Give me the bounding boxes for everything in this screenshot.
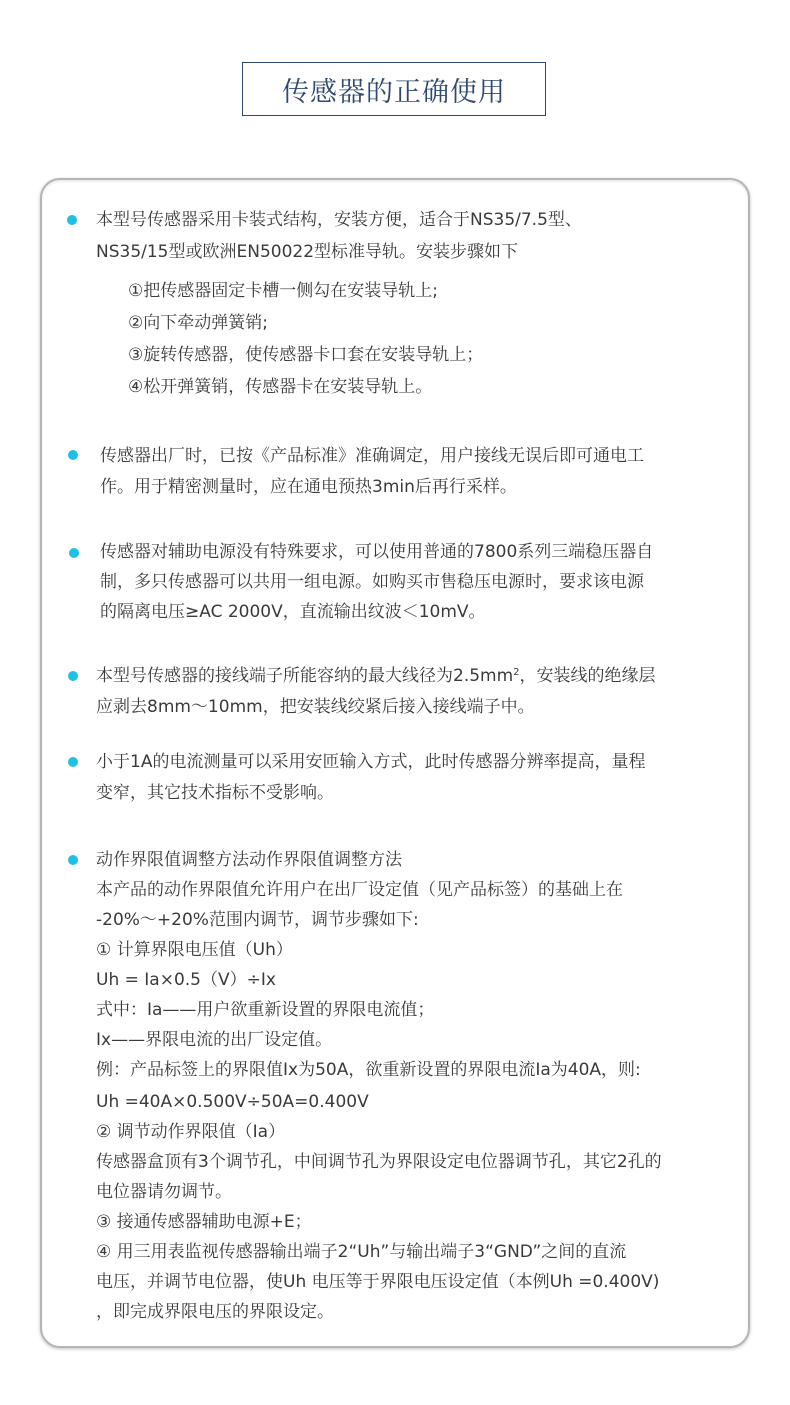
bullet-icon <box>68 671 78 681</box>
text-line: Uh =40A×0.500V÷50A=0.400V <box>96 1092 369 1112</box>
text-line: ② 调节动作界限值（Ia） <box>96 1122 286 1142</box>
text-line: 作。用于精密测量时，应在通电预热3min后再行采样。 <box>100 477 517 497</box>
text-line: 传感器盒顶有3个调节孔，中间调节孔为界限设定电位器调节孔，其它2孔的 <box>96 1152 662 1172</box>
text-line: 制，多只传感器可以共用一组电源。如购买市售稳压电源时，要求该电源 <box>100 572 644 592</box>
bullet-icon <box>68 757 78 767</box>
text-segment: ，安装线的绝缘层 <box>519 666 656 686</box>
text-line: ，即完成界限电压的界限设定。 <box>96 1302 334 1322</box>
bullet-icon <box>69 548 79 558</box>
text-line: 动作界限值调整方法动作界限值调整方法 <box>96 850 402 870</box>
text-line: 的隔离电压≥AC 2000V，直流输出纹波＜10mV。 <box>100 602 486 622</box>
superscript: 2 <box>513 667 520 678</box>
text-line: ① 计算界限电压值（Uh） <box>96 940 293 960</box>
bullet-icon <box>67 215 77 225</box>
bullet-icon <box>68 855 78 865</box>
text-line: 传感器出厂时，已按《产品标准》准确调定，用户接线无误后即可通电工 <box>100 446 644 466</box>
page-title: 传感器的正确使用 <box>242 62 546 116</box>
text-line: Uh = Ia×0.5（V）÷Ix <box>96 970 276 990</box>
bullet-icon <box>68 450 78 460</box>
text-line: -20%～+20%范围内调节，调节步骤如下: <box>96 910 419 930</box>
text-line: 本产品的动作界限值允许用户在出厂设定值（见产品标签）的基础上在 <box>96 880 623 900</box>
text-line: 应剥去8mm～10mm，把安装线绞紧后接入接线端子中。 <box>96 697 535 717</box>
text-line: 小于1A的电流测量可以采用安匝输入方式，此时传感器分辨率提高，量程 <box>96 752 646 772</box>
text-line: NS35/15型或欧洲EN50022型标准导轨。安装步骤如下 <box>96 242 519 262</box>
text-line: Ix——界限电流的出厂设定值。 <box>96 1030 333 1050</box>
text-line: ③ 接通传感器辅助电源+E； <box>96 1212 312 1232</box>
text-line: ④ 用三用表监视传感器输出端子2“Uh”与输出端子3“GND”之间的直流 <box>96 1242 627 1262</box>
text-line: 本型号传感器采用卡装式结构，安装方便，适合于NS35/7.5型、 <box>96 210 582 230</box>
text-line: 电位器请勿调节。 <box>96 1182 232 1202</box>
text-line: 传感器对辅助电源没有特殊要求，可以使用普通的7800系列三端稳压器自 <box>100 542 654 562</box>
text-line: 式中：Ia——用户欲重新设置的界限电流值； <box>96 1000 435 1020</box>
text-line: 电压，并调节电位器，使Uh 电压等于界限电压设定值（本例Uh =0.400V) <box>96 1272 660 1292</box>
text-line: 例：产品标签上的界限值Ix为50A，欲重新设置的界限电流Ia为40A，则: <box>96 1060 641 1080</box>
text-line <box>96 666 656 686</box>
step-line: ④松开弹簧销，传感器卡在安装导轨上。 <box>128 377 433 397</box>
step-line: ③旋转传感器，使传感器卡口套在安装导轨上； <box>128 345 484 365</box>
text-line: 变窄，其它技术指标不受影响。 <box>96 783 334 803</box>
step-line: ②向下牵动弹簧销; <box>128 313 268 333</box>
text-segment: 本型号传感器的接线端子所能容纳的最大线径为2.5mm <box>96 666 514 686</box>
step-line: ①把传感器固定卡槽一侧勾在安装导轨上; <box>128 281 438 301</box>
